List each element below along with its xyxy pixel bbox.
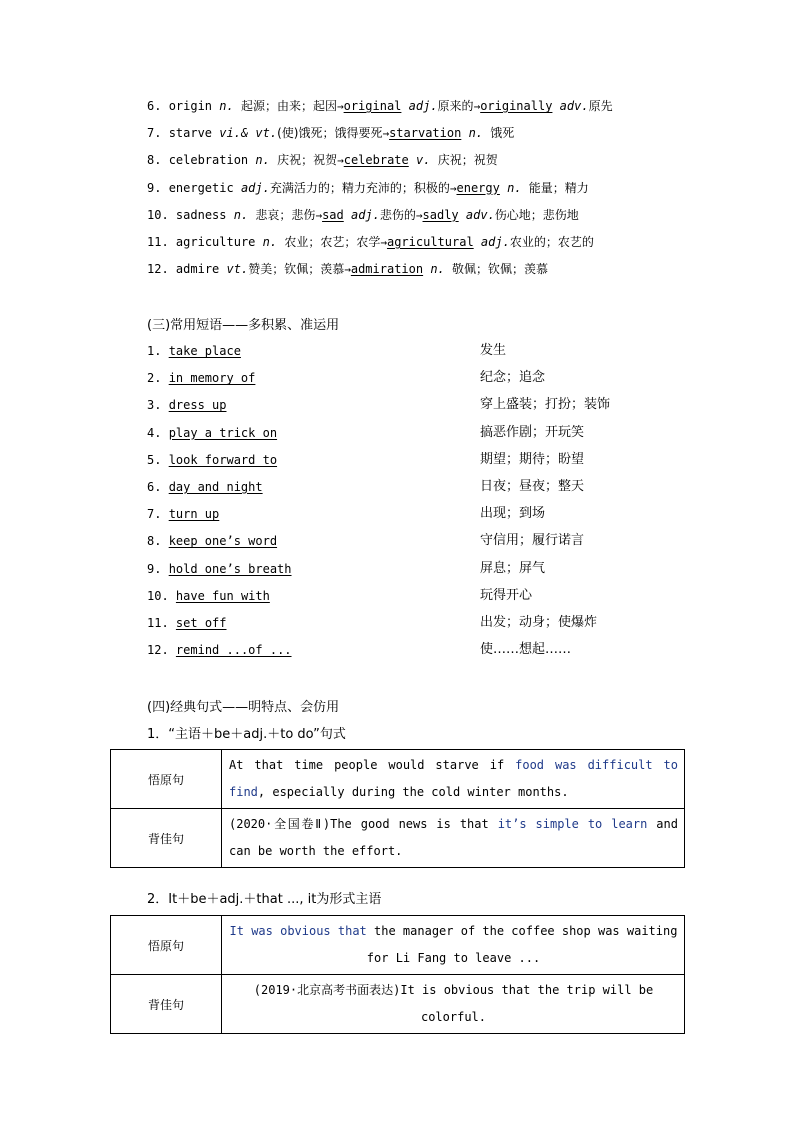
phrase-item: 3. dress up 穿上盛装；打扮；装饰 bbox=[147, 397, 611, 413]
vocab-item: 12. admire vt.赞美；钦佩；羡慕→admiration n. 敬佩；钦佩；羡慕 bbox=[147, 262, 549, 277]
derived-word: celebrate bbox=[343, 153, 409, 168]
derived-word: agricultural bbox=[386, 234, 474, 249]
phrase-item: 4. play a trick on 搞恶作剧；开玩笑 bbox=[147, 424, 585, 440]
vocab-item: 6. origin n. 起源；由来；起因→original adj.原来的→originally adv.原先 bbox=[147, 99, 613, 113]
row-label-model: 背佳句 bbox=[111, 809, 222, 868]
derived-word: original bbox=[343, 99, 402, 113]
phrase-item: 2. in memory of 纪念；追念 bbox=[147, 370, 546, 386]
pattern-1-title: 1．“主语＋be＋adj.＋to do”句式 bbox=[147, 727, 346, 742]
phrase-item: 6. day and night 日夜；昼夜；整天 bbox=[147, 478, 585, 494]
phrase-item: 10. have fun with 玩得开心 bbox=[147, 587, 533, 603]
original-sentence: At that time people would starve if food was difficult to find, especially during the cold winter months. bbox=[222, 750, 685, 809]
phrase-item: 7. turn up 出现；到场 bbox=[147, 506, 546, 522]
phrase-item: 11. set off 出发；动身；使爆炸 bbox=[147, 614, 598, 630]
pattern-1-table bbox=[110, 749, 685, 868]
pattern-2-title: 2．It＋be＋adj.＋that ..., it为形式主语 bbox=[147, 892, 382, 907]
vocab-item: 11. agriculture n. 农业；农艺；农学→agricultural adj.农业的；农艺的 bbox=[147, 234, 594, 249]
row-label-model: 背佳句 bbox=[111, 975, 222, 1034]
derived-word: sad bbox=[322, 207, 344, 222]
phrase-item: 1. take place 发生 bbox=[147, 343, 507, 358]
derived-word: starvation bbox=[389, 126, 462, 141]
derived-word: admiration bbox=[350, 262, 424, 277]
derived-word: energy bbox=[456, 180, 500, 195]
phrase-item: 9. hold one’s breath 屏息；屏气 bbox=[147, 560, 546, 576]
vocabulary-list bbox=[147, 96, 707, 286]
phrase-item: 5. look forward to 期望；期待；盼望 bbox=[147, 451, 585, 467]
section-title-sentences: (四)经典句式——明特点、会仿用 bbox=[147, 700, 340, 715]
section-title-phrases: (三)常用短语——多积累、准运用 bbox=[147, 318, 340, 333]
phrase-item: 8. keep one’s word 守信用；履行诺言 bbox=[147, 533, 585, 549]
derived-word: sadly bbox=[422, 207, 459, 222]
pattern-2-table bbox=[110, 915, 685, 1034]
model-sentence: (2019·北京高考书面表达)It is obvious that the trip will be colorful. bbox=[222, 975, 685, 1034]
phrase-list bbox=[147, 342, 707, 668]
vocab-item: 8. celebration n. 庆祝；祝贺→celebrate v. 庆祝；祝贺 bbox=[147, 153, 498, 168]
vocab-item: 9. energetic adj.充满活力的；精力充沛的；积极的→energy n. 能量；精力 bbox=[147, 180, 589, 195]
row-label-original: 悟原句 bbox=[111, 750, 222, 809]
vocab-item: 10. sadness n. 悲哀；悲伤→sad adj.悲伤的→sadly adv.伤心地；悲伤地 bbox=[147, 207, 579, 222]
original-sentence: It was obvious that the manager of the coffee shop was waiting for Li Fang to leave ... bbox=[222, 916, 685, 975]
phrase-item: 12. remind ...of ... 使……想起…… bbox=[147, 642, 572, 658]
row-label-original: 悟原句 bbox=[111, 916, 222, 975]
vocab-item: 7. starve vi.& vt.(使)饿死；饿得要死→starvation n. 饿死 bbox=[147, 126, 515, 141]
model-sentence: (2020·全国卷Ⅱ)The good news is that it’s simple to learn and can be worth the effort. bbox=[222, 809, 685, 868]
derived-word: originally bbox=[480, 99, 553, 113]
